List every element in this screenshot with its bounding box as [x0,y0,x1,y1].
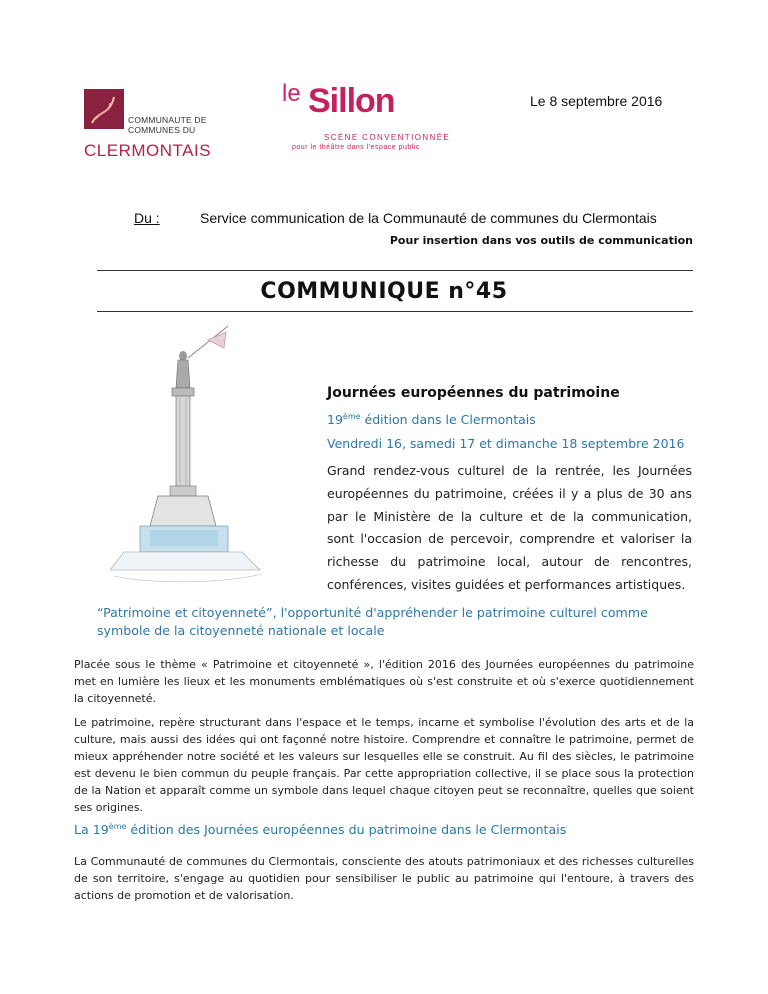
sillon-tagline: SCÈNE CONVENTIONNÉE [324,133,451,142]
sillon-logo [282,80,472,160]
section2-heading-pre: La 19 [74,822,109,838]
section1-heading: “Patrimoine et citoyenneté”, l'opportunité d'appréhender le patrimoine culturel comme symbole de la citoyenneté nationale et locale [97,605,648,638]
edition-number: 19 [327,412,343,428]
title-rule-top [97,270,693,271]
cc-logo-mark [84,89,124,129]
sillon-subtagline: pour le théâtre dans l'espace public [292,144,420,151]
edition-superscript: ème [342,412,361,421]
document-date: Le 8 septembre 2016 [530,93,663,109]
sillon-name: Sillon [308,82,395,120]
monument-illustration [110,318,300,598]
section1-paragraph2: Le patrimoine, repère structurant dans l'espace et le temps, incarne et symbolise l'évolution des arts et de la culture, mais aussi des idées qui ont façonné notre histoire. Comprendre et connaître le patrimoine, permet de mieux appréhender notre société et les valeurs sur lesquelles elle se construit. Au fil des siècles, le patrimoine est devenu le bien commun du peuple français. Par cette appropriation collective, il se place sous la protection de la Nation et apparaît comme un symbole dans lequel chaque citoyen peut se reconnaître, quelles que soient ses origines. [74,716,694,814]
section2-heading-sup: ème [108,822,127,831]
section2-paragraph: La Communauté de communes du Clermontais, consciente des atouts patrimoniaux et des richesses culturelles de son territoire, s'engage au quotidien pour sensibiliser le public au patrimoine qui l'entoure, à travers des actions de promotion et de valorisation. [74,855,694,902]
event-dates: Vendredi 16, samedi 17 et dimanche 18 septembre 2016 [327,436,685,451]
cc-logo-line2: COMMUNES DU [128,125,196,135]
section2-heading [74,818,566,839]
insertion-note: Pour insertion dans vos outils de communication [389,234,693,247]
section1-paragraph1: Placée sous le thème « Patrimoine et citoyenneté », l'édition 2016 des Journées européennes du patrimoine met en lumière les lieux et les monuments emblématiques où s'est construite et où s'exerce quotidiennement la citoyenneté. [74,658,694,705]
sillon-prefix: le [282,80,301,107]
from-value: Service communication de la Communauté de communes du Clermontais [200,210,657,226]
section2-heading-rest: édition des Journées européennes du patrimoine dans le Clermontais [126,822,567,838]
edition-text: édition dans le Clermontais [360,412,536,428]
intro-heading: Journées européennes du patrimoine [327,385,620,401]
title-rule-bottom [97,311,693,312]
from-label: Du : [134,210,160,226]
cc-logo-line1: COMMUNAUTE DE [128,115,207,125]
cc-logo-line3: CLERMONTAIS [84,141,212,160]
communique-title: COMMUNIQUE n°45 [260,279,508,304]
intro-paragraph: Grand rendez-vous culturel de la rentrée, les Journées européennes du patrimoine, créées il y a plus de 30 ans par le Ministère de la culture et de la communication, sont l'occasion de percevoir, comprendre et valoriser la richesse du patrimoine local, autour de rencontres, conférences, visites guidées et performances artistiques. [327,463,692,592]
cc-clermontais-logo [84,89,224,161]
edition-subtitle [327,412,536,427]
